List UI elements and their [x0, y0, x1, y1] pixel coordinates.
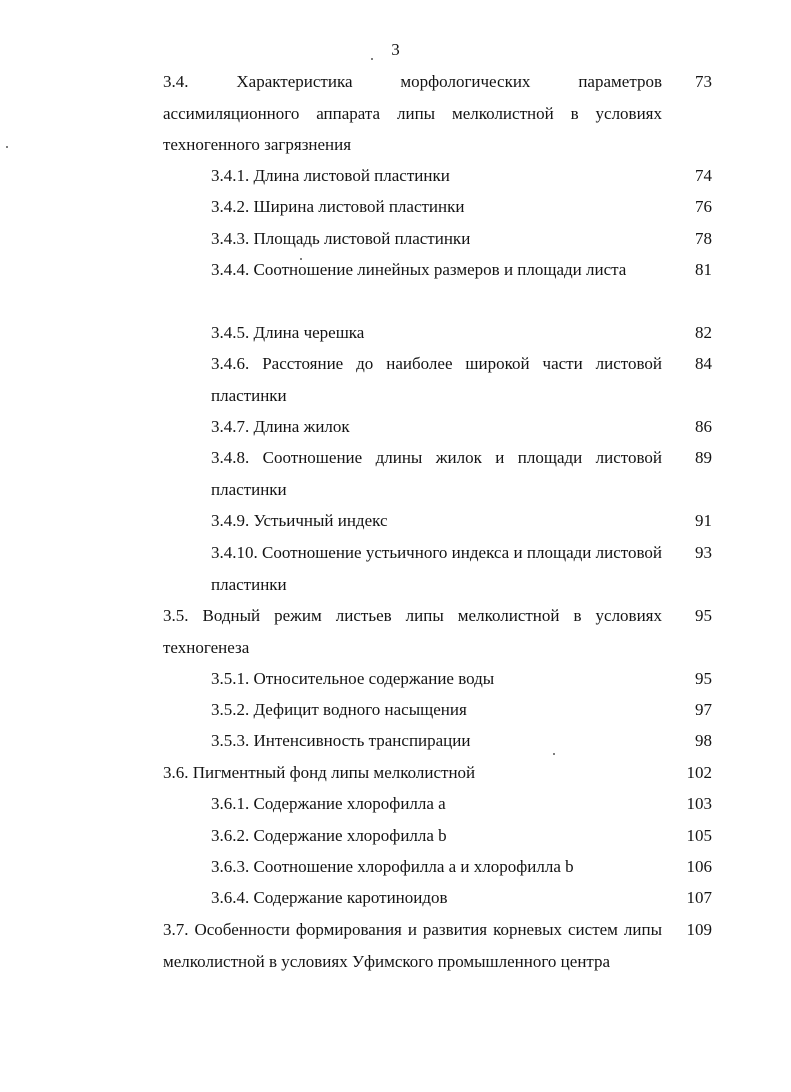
- scan-speck: [553, 753, 555, 755]
- toc-entry-title: 3.5. Водный режим листьев липы мелколистной в условиях техногенеза: [163, 606, 662, 657]
- toc-entry-title: 3.4.4. Соотношение линейных размеров и площади листа: [211, 260, 627, 279]
- toc-entry-page: 97: [695, 700, 712, 719]
- toc-entry-page: 109: [686, 920, 712, 939]
- toc-entry-title: 3.4.7. Длина жилок: [211, 417, 350, 436]
- toc-entry-title: 3.6.1. Содержание хлорофилла a: [211, 794, 446, 813]
- toc-entry-title: 3.5.1. Относительное содержание воды: [211, 669, 495, 688]
- toc-entry-page: 107: [686, 888, 712, 907]
- toc-entry-page: 81: [695, 260, 712, 279]
- toc-entry-title: 3.6.3. Соотношение хлорофилла a и хлорофилла b: [211, 857, 574, 876]
- toc-entry-page: 73: [695, 72, 712, 91]
- toc-entry-title: 3.7. Особенности формирования и развития корневых систем липы мелколистной в условиях Уфимского промышленного центра: [163, 920, 662, 971]
- toc-entry-title: 3.5.3. Интенсивность транспирации: [211, 731, 471, 750]
- toc-entry-title: 3.4. Характеристика морфологических параметров ассимиляционного аппарата липы мелколистной в условиях техногенного загрязнения: [163, 72, 662, 154]
- toc-entry-page: 93: [695, 543, 712, 562]
- page-number: 3: [391, 40, 400, 59]
- toc-entry-page: 84: [695, 354, 712, 373]
- toc-entry-title: 3.4.10. Соотношение устьичного индекса и площади листовой пластинки: [211, 543, 662, 594]
- scan-speck: [6, 146, 8, 148]
- toc-entry-title: 3.4.3. Площадь листовой пластинки: [211, 229, 471, 248]
- toc-entry-page: 98: [695, 731, 712, 750]
- toc-entry-page: 91: [695, 511, 712, 530]
- toc-entry-title: 3.4.2. Ширина листовой пластинки: [211, 197, 465, 216]
- toc-entry-page: 102: [686, 763, 712, 782]
- toc-entry-page: 86: [695, 417, 712, 436]
- toc-entry-page: 89: [695, 448, 712, 467]
- toc-entry-page: 105: [686, 826, 712, 845]
- toc-entry-title: 3.6.4. Содержание каротиноидов: [211, 888, 448, 907]
- toc-entry-title: 3.4.8. Соотношение длины жилок и площади листовой пластинки: [211, 448, 662, 499]
- scan-speck: [371, 58, 373, 60]
- toc-entry-title: 3.5.2. Дефицит водного насыщения: [211, 700, 467, 719]
- toc-entry-page: 106: [686, 857, 712, 876]
- toc-entry-title: 3.6.2. Содержание хлорофилла b: [211, 826, 447, 845]
- toc-entry-title: 3.4.6. Расстояние до наиболее широкой части листовой пластинки: [211, 354, 662, 405]
- toc-entry-page: 95: [695, 606, 712, 625]
- scan-speck: [300, 258, 302, 260]
- toc-entry-page: 76: [695, 197, 712, 216]
- toc-entry-title: 3.4.1. Длина листовой пластинки: [211, 166, 450, 185]
- toc-entry-page: 82: [695, 323, 712, 342]
- toc-entry-title: 3.4.5. Длина черешка: [211, 323, 365, 342]
- toc-entry-title: 3.4.9. Устьичный индекс: [211, 511, 388, 530]
- toc-entry-page: 103: [686, 794, 712, 813]
- toc-entry-page: 95: [695, 669, 712, 688]
- toc-entry-title: 3.6. Пигментный фонд липы мелколистной: [163, 763, 476, 782]
- toc-entry-page: 74: [695, 166, 712, 185]
- toc-entry-page: 78: [695, 229, 712, 248]
